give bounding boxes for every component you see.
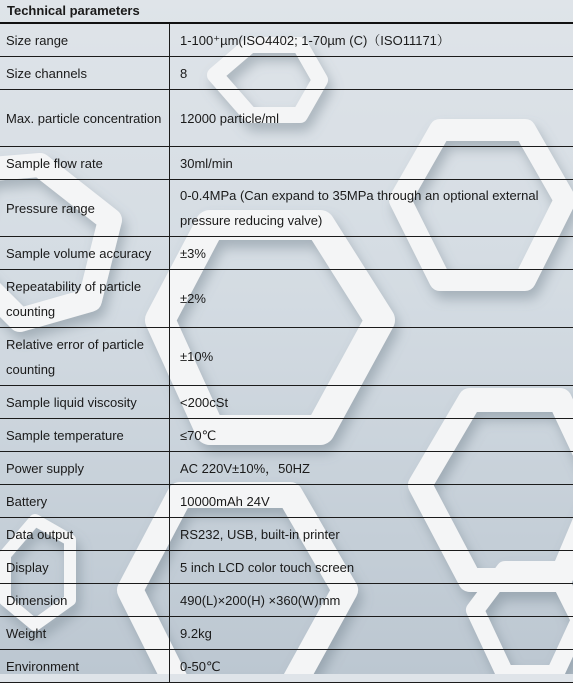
table-title: Technical parameters (0, 0, 573, 24)
table-row (0, 90, 573, 147)
row-label: Pressure range (0, 180, 170, 236)
row-label: Sample volume accuracy (0, 237, 170, 269)
row-label: Power supply (0, 452, 170, 484)
row-value: 0-50℃ (180, 658, 221, 674)
row-value: 0-0.4MPa (Can expand to 35MPa through an optional external pressure reducing valve) (180, 188, 539, 228)
row-value: RS232, USB, built-in printer (180, 526, 340, 542)
row-value: 8 (180, 65, 188, 81)
row-label: Sample flow rate (0, 147, 170, 179)
row-label: Size channels (0, 57, 170, 89)
row-value: 5 inch LCD color touch screen (180, 559, 355, 575)
row-value: ±10% (180, 349, 214, 364)
row-value: 490(L)×200(H) ×360(W)mm (180, 592, 341, 608)
row-label: Sample temperature (0, 419, 170, 451)
table-row (0, 237, 573, 270)
row-label: Max. particle concentration (0, 90, 170, 146)
table-row (0, 57, 573, 90)
row-label: Relative error of particle counting (0, 328, 170, 385)
table-row (0, 419, 573, 452)
row-label: Size range (0, 24, 170, 56)
row-value: 10000mAh 24V (180, 493, 270, 509)
row-label: Data output (0, 518, 170, 550)
row-value: <200cSt (180, 394, 229, 410)
row-label: Weight (0, 617, 170, 649)
row-value: ±3% (180, 245, 206, 261)
table-row (0, 328, 573, 386)
table-row (0, 270, 573, 328)
table-row (0, 452, 573, 485)
table-row (0, 551, 573, 584)
table-row (0, 650, 573, 683)
table-body (0, 24, 573, 683)
table-row (0, 485, 573, 518)
row-label: Environment (0, 650, 170, 682)
row-value: ≤70℃ (180, 427, 217, 443)
row-value: AC 220V±10%，50HZ (180, 460, 310, 476)
row-label: Display (0, 551, 170, 583)
row-label: Dimension (0, 584, 170, 616)
table-row (0, 617, 573, 650)
row-label: Sample liquid viscosity (0, 386, 170, 418)
row-label: Battery (0, 485, 170, 517)
table-row (0, 386, 573, 419)
table-row (0, 518, 573, 551)
row-value: 12000 particle/ml (180, 110, 279, 126)
table-row (0, 180, 573, 237)
row-label: Repeatability of particle counting (0, 270, 170, 327)
table-row (0, 147, 573, 180)
row-value: 30ml/min (180, 155, 233, 171)
table-row (0, 584, 573, 617)
row-value: ±2% (180, 291, 206, 306)
table-row (0, 24, 573, 57)
row-value: 9.2kg (180, 625, 212, 641)
row-value: 1-100⁺µm(ISO4402; 1-70µm (C)（ISO11171） (180, 32, 450, 48)
